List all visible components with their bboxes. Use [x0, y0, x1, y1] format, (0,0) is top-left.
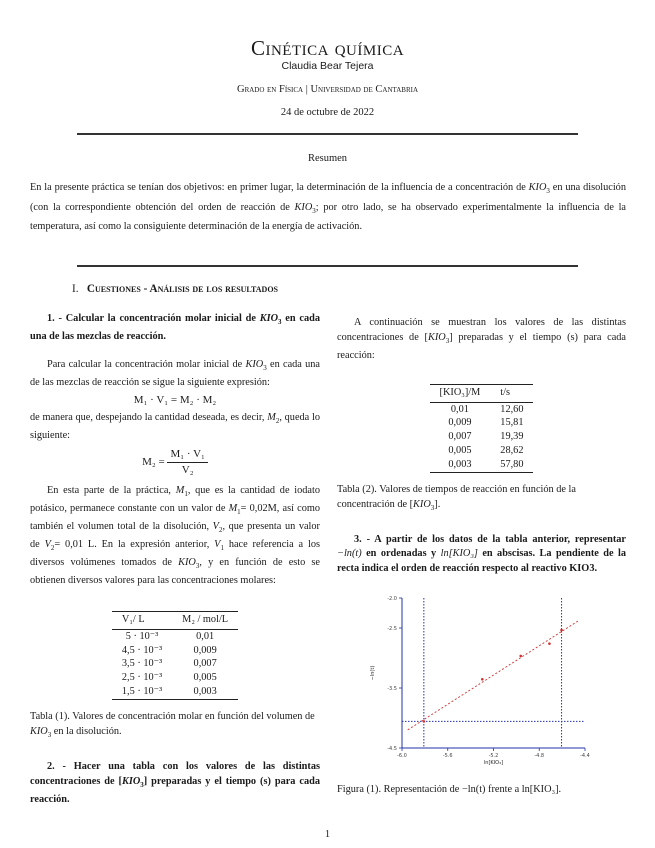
abstract-heading: Resumen	[307, 153, 348, 164]
table-1	[112, 611, 238, 700]
table-2-cell: 0,003	[430, 458, 491, 472]
section-heading	[30, 282, 320, 297]
figure-1-ylabel: −ln(t)	[370, 665, 376, 681]
table-1-cell: 0,01	[196, 630, 215, 642]
rule-top	[77, 133, 578, 135]
y-tick-label: -2.5	[387, 626, 397, 632]
table-1-header: V₁/ L	[112, 611, 172, 629]
q1-paragraph-3: En esta parte de la práctica, $M_1$, que es la cantidad de iodato potásico, permanece constante con un valor de $M_1= 0,02M$, así como también el volumen total de la disolución, $V_2$, que presenta un valor de $V_2= 0,01$ L. En la expresión anterior, $V_1$ hace referencia a los diversos volúmenes tomados de $KIO_3$, y en función de esto se obtienen diversos valores para las concentraciones molares:	[30, 485, 321, 587]
figure-1-xlabel: ln[KIO₃]	[483, 760, 504, 765]
table-1-cell: 0,005	[193, 672, 217, 684]
equation-2: M₂ = $\frac{\text{M₁ · V₁}}{\text{V₂}}$	[30, 447, 320, 478]
x-tick-label: -6.0	[397, 753, 407, 759]
data-point	[481, 678, 484, 681]
x-tick-label: -4.8	[534, 753, 545, 759]
table-2-cell: 0,005	[448, 445, 472, 457]
table-1-cell: 0,003	[172, 685, 238, 699]
table-2-cell: 28,62	[500, 445, 524, 457]
table-2-cell: 57,80	[490, 458, 533, 472]
x-tick-label: -5.6	[442, 753, 453, 759]
table-1-header: M₂ / mol/L	[172, 611, 238, 629]
q2-heading: 2. - Hacer una tabla con los valores de las distintas concentraciones de $[KIO_3]$ preparadas y el tiempo (s) para cada reacción.	[30, 760, 320, 805]
table-1-cell: 0,007	[193, 658, 217, 670]
data-point	[423, 720, 426, 723]
q2-paragraph: A continuación se muestran los valores de las distintas concentraciones de $[KIO_3]$ preparadas y el tiempo (s) para cada reacción:	[337, 317, 626, 361]
table-2-cell: 0,007	[448, 431, 472, 443]
affiliation: Grado en Física | Universidad de Cantabria	[236, 84, 419, 95]
table-1-cell: 4,5 · 10⁻³	[121, 644, 163, 656]
table-2	[430, 384, 534, 473]
data-point	[548, 642, 551, 645]
abstract-text: En la presente práctica se tenían dos objetivos: en primer lugar, la determinación de la influencia de a concentración de $KIO_3$ en una disolución (con la correspondiente obtención del orden de reacción de $KIO_3$; por otro lado, se ha observado experimentalmente la influencia de la temperatura, así como la consiguiente determinación de la energía de activación.	[30, 182, 627, 233]
fit-line	[408, 620, 580, 730]
paper-title: Cinética química	[250, 36, 405, 60]
y-tick-label: -2.0	[387, 596, 397, 602]
y-tick-label: -4.5	[387, 746, 397, 752]
q1-paragraph-1: Para calcular la concentración molar inicial de $KIO_3$ en cada una de las mezclas de reacción se sigue la siguiente expresión:	[30, 358, 321, 388]
x-tick-label: -4.4	[580, 753, 590, 759]
table-1-cell: 3,5 · 10⁻³	[121, 658, 163, 670]
table-2-cell: 19,39	[500, 431, 524, 443]
left-column	[30, 282, 320, 807]
table-2-header: t/s	[490, 384, 533, 402]
table-1-caption: Tabla (1). Valores de concentración molar en función del volumen de $KIO_3$ en la disolución.	[30, 710, 315, 739]
figure-1-caption: Figura (1). Representación de −ln(t) frente a ln[KIO₃].	[337, 784, 562, 795]
q1-heading: 1. - Calcular la concentración molar inicial de $KIO_3$ en cada una de las mezclas de reacción.	[30, 313, 320, 342]
section-title: Cuestiones - Análisis de los resultados	[86, 283, 279, 295]
equation-1: M₁ · V₁ = M₂ · M₂	[133, 393, 217, 406]
data-point	[519, 655, 522, 658]
table-1-cell: 1,5 · 10⁻³	[112, 685, 172, 699]
data-point	[560, 629, 563, 632]
q1-paragraph-2: de manera que, despejando la cantidad deseada, es decir, $M_2$, queda lo siguiente:	[30, 411, 320, 441]
table-2-cell: 0,009	[448, 417, 472, 429]
x-tick-label: -5.2	[488, 753, 499, 759]
table-2-cell: 12,60	[500, 403, 524, 415]
author-name: Claudia Bear Tejera	[281, 60, 374, 72]
y-tick-label: -3.5	[387, 686, 397, 692]
rule-bottom	[77, 265, 578, 267]
q3-heading: 3. - A partir de los datos de la tabla anterior, representar −ln(t) en ordenadas y ln[KIO₃] en abscisas. La pendiente de la recta indica el orden de reacción respecto al reactivo KIO3.	[337, 533, 626, 575]
section-numeral: I.	[71, 283, 79, 295]
table-1-cell: 0,009	[193, 644, 217, 656]
date: 24 de octubre de 2022	[280, 107, 375, 118]
figure-1-chart	[360, 590, 600, 765]
table-1-cell: 5 · 10⁻³	[125, 630, 159, 642]
table-1-cell: 2,5 · 10⁻³	[121, 672, 163, 684]
table-2-cell: 0,01	[450, 403, 469, 415]
right-column	[337, 282, 626, 577]
table-2-cell: 15,81	[500, 417, 524, 429]
table-2-header: [KIO₃]/M	[430, 384, 491, 402]
page-number: 1	[324, 829, 331, 840]
table-2-caption: Tabla (2). Valores de tiempos de reacción en función de la concentración de $[KIO_3]$.	[337, 483, 576, 512]
